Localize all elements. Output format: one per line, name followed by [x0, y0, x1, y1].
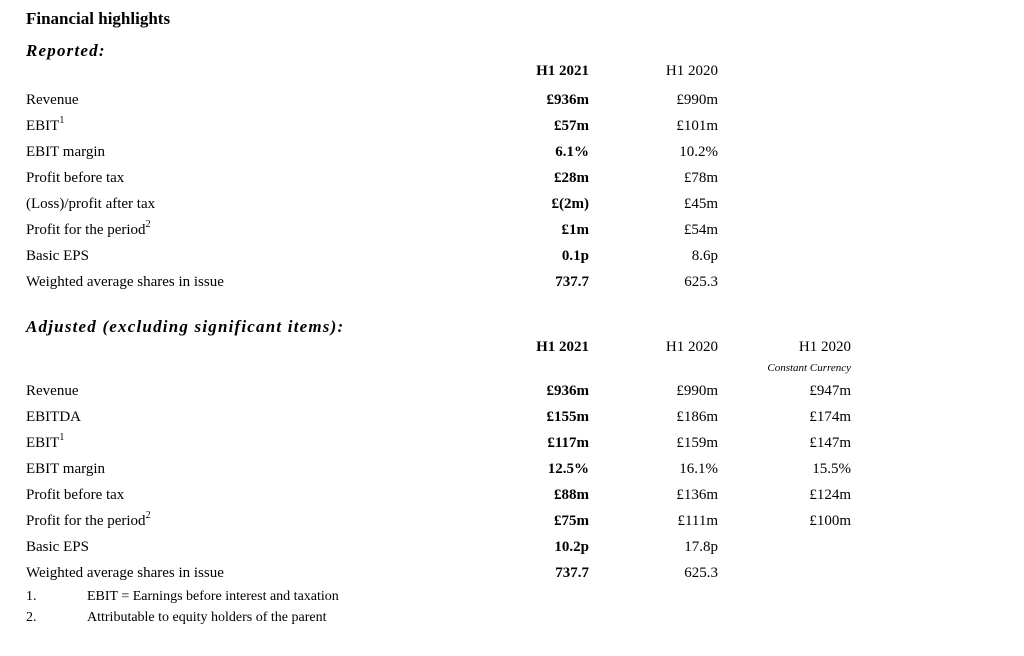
row-label: Profit for the period$^2$: [26, 219, 151, 238]
footnote-text: EBIT = Earnings before interest and taxation: [87, 589, 339, 604]
row-label: Weighted average shares in issue: [26, 274, 224, 290]
value-h1-2021: £88m: [554, 487, 589, 503]
value-h1-2020: 10.2%: [679, 144, 718, 160]
table-row: [0, 144, 1024, 170]
table-row: [0, 248, 1024, 274]
row-label: Basic EPS: [26, 248, 89, 264]
row-label: EBIT margin: [26, 461, 106, 477]
value-h1-2021: £28m: [554, 170, 589, 186]
value-h1-2021: £155m: [546, 409, 589, 425]
value-h1-2021: 6.1%: [555, 144, 589, 160]
value-constant-currency: £947m: [809, 383, 851, 399]
footnote-number: 1.: [26, 589, 37, 604]
value-h1-2020: £136m: [676, 487, 718, 503]
table-row: [0, 383, 1024, 409]
footnote-number: 2.: [26, 610, 37, 625]
row-label: (Loss)/profit after tax: [26, 196, 156, 212]
table-row: [0, 92, 1024, 118]
value-h1-2021: £1m: [561, 222, 589, 238]
reported-heading: Reported:: [26, 41, 106, 60]
value-constant-currency: £124m: [809, 487, 851, 503]
value-constant-currency: £147m: [809, 435, 851, 451]
value-h1-2021: £75m: [554, 513, 589, 529]
table-row: [0, 539, 1024, 565]
footnote-text: Attributable to equity holders of the parent: [87, 610, 327, 625]
value-h1-2020: £78m: [683, 170, 718, 186]
row-label: Profit before tax: [26, 170, 125, 186]
value-h1-2020: 16.1%: [679, 461, 718, 477]
value-h1-2021: 12.5%: [547, 461, 589, 477]
table-row: [0, 219, 1024, 248]
value-constant-currency: £174m: [809, 409, 851, 425]
table-row: [0, 409, 1024, 435]
value-h1-2021: £936m: [546, 383, 589, 399]
value-h1-2021: 737.7: [555, 565, 589, 581]
value-h1-2020: 625.3: [684, 565, 718, 581]
value-h1-2021: 737.7: [555, 274, 589, 290]
value-h1-2020: 8.6p: [691, 248, 718, 264]
reported-col-h1-2021: H1 2021: [536, 63, 589, 79]
table-row: [0, 115, 1024, 144]
row-label: EBITDA: [26, 409, 81, 425]
footnote: [0, 610, 1024, 636]
value-h1-2020: 625.3: [684, 274, 718, 290]
value-h1-2020: £111m: [677, 513, 718, 529]
value-h1-2020: £101m: [676, 118, 718, 134]
value-h1-2021: £57m: [554, 118, 589, 134]
row-label: Weighted average shares in issue: [26, 565, 224, 581]
adjusted-col-h1-2021: H1 2021: [536, 339, 589, 355]
adjusted-heading: Adjusted (excluding significant items):: [26, 317, 345, 336]
value-h1-2021: 0.1p: [561, 248, 589, 264]
row-label: Profit before tax: [26, 487, 125, 503]
row-label: EBIT$^1$: [26, 115, 65, 134]
table-row: [0, 432, 1024, 461]
value-constant-currency: £100m: [809, 513, 851, 529]
table-row: [0, 487, 1024, 513]
adjusted-col-h1-2020-cc: H1 2020: [798, 339, 851, 355]
value-h1-2020: £990m: [676, 383, 718, 399]
reported-col-h1-2020: H1 2020: [665, 63, 718, 79]
table-row: [0, 196, 1024, 222]
adjusted-col-h1-2020: H1 2020: [665, 339, 718, 355]
row-label: EBIT margin: [26, 144, 106, 160]
row-label: Basic EPS: [26, 539, 89, 555]
table-row: [0, 461, 1024, 487]
value-h1-2021: £117m: [547, 435, 589, 451]
value-h1-2020: £159m: [676, 435, 718, 451]
row-label: Profit for the period$^2$: [26, 510, 151, 529]
page-title: Financial highlights: [26, 9, 171, 28]
value-h1-2021: 10.2p: [554, 539, 589, 555]
table-row: [0, 510, 1024, 539]
value-h1-2020: £54m: [683, 222, 718, 238]
value-h1-2020: £990m: [676, 92, 718, 108]
value-h1-2021: £936m: [546, 92, 589, 108]
row-label: EBIT$^1$: [26, 432, 65, 451]
table-row: [0, 565, 1024, 591]
table-row: [0, 274, 1024, 300]
value-h1-2020: £186m: [676, 409, 718, 425]
constant-currency-label: Constant Currency: [767, 362, 851, 374]
value-constant-currency: 15.5%: [812, 461, 851, 477]
value-h1-2020: 17.8p: [684, 539, 718, 555]
row-label: Revenue: [26, 92, 79, 108]
table-row: [0, 170, 1024, 196]
value-h1-2021: £(2m): [551, 196, 589, 212]
row-label: Revenue: [26, 383, 79, 399]
value-h1-2020: £45m: [683, 196, 718, 212]
